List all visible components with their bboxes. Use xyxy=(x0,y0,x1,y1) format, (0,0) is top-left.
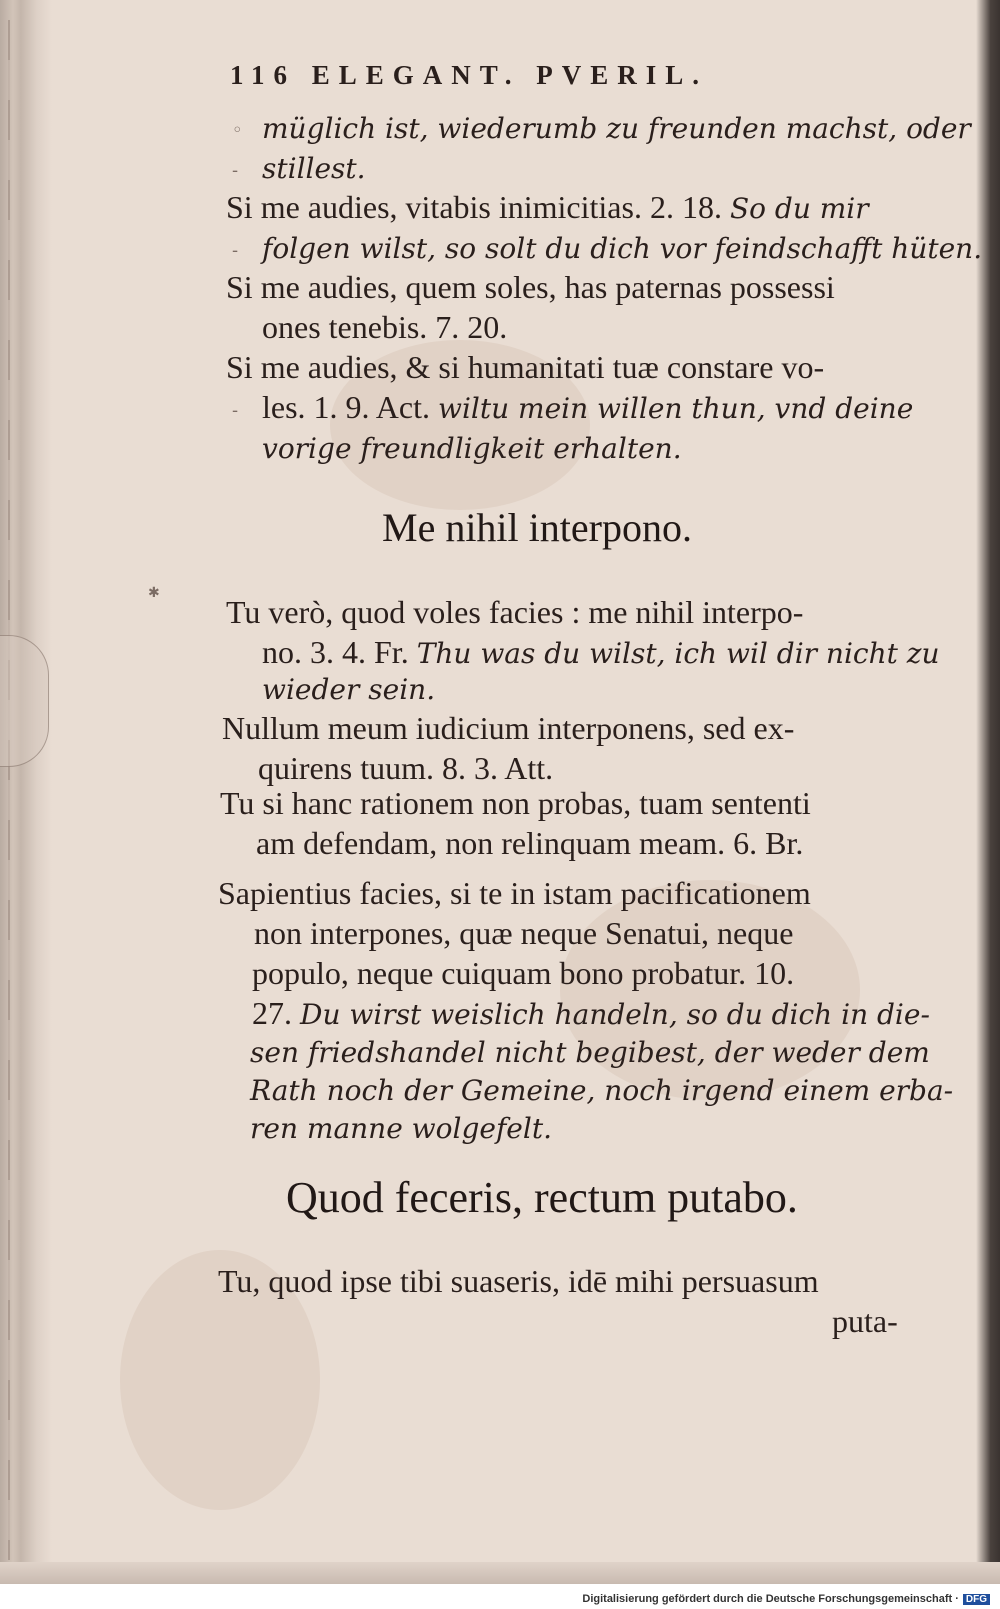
text-line xyxy=(250,1070,953,1110)
digitization-credit xyxy=(582,1593,990,1605)
latin-phrase: quirens tuum. 8. 3. Att. xyxy=(258,750,554,786)
latin-phrase: ones tenebis. 7. 20. xyxy=(262,309,508,345)
latin-phrase: Si me audies, & si humanitati tuæ constare vo- xyxy=(226,349,825,385)
latin-phrase: Si me audies, quem soles, has paternas possessi xyxy=(226,269,835,305)
german-gloss: müglich ist, wiederumb zu freunden machst, oder xyxy=(262,112,971,145)
latin-phrase: Tu, quod ipse tibi suaseris, idē mihi persuasum xyxy=(218,1263,819,1299)
text-line xyxy=(262,633,940,673)
text-line xyxy=(226,348,824,386)
dfg-logo: DFG xyxy=(963,1594,990,1605)
catchword xyxy=(832,1302,898,1340)
german-gloss: sen friedshandel nicht begibest, der weder dem xyxy=(250,1036,930,1069)
latin-phrase: Nullum meum iudicium interponens, sed ex- xyxy=(222,710,795,746)
text-line xyxy=(258,749,553,787)
text-line xyxy=(262,428,682,468)
german-gloss: wieder sein. xyxy=(262,673,436,706)
german-gloss: Du wirst weislich handeln, so du dich in die- xyxy=(300,998,930,1031)
margin-mark: - xyxy=(232,240,239,261)
latin-phrase: puta- xyxy=(832,1303,898,1339)
latin-phrase: Sapientius facies, si te in istam pacificationem xyxy=(218,875,811,911)
text-line xyxy=(250,1108,552,1148)
german-gloss: folgen wilst, so solt du dich vor feindschafft hüten. xyxy=(262,232,983,265)
text-line xyxy=(226,593,803,631)
text-line xyxy=(262,669,435,709)
text-line xyxy=(256,824,803,862)
margin-mark: ◦ xyxy=(232,120,243,141)
text-line xyxy=(262,148,366,188)
text-line xyxy=(262,228,982,268)
latin-phrase: Si me audies, vitabis inimicitias. 2. 18. xyxy=(226,189,722,225)
latin-phrase: Tu si hanc rationem non probas, tuam sententi xyxy=(220,785,811,821)
text-line xyxy=(262,388,913,428)
text-line xyxy=(218,874,811,912)
text-line xyxy=(226,268,835,306)
text-line xyxy=(254,914,793,952)
book-fore-edge xyxy=(0,0,52,1584)
section-heading: Quod feceris, rectum putabo. xyxy=(286,1173,798,1222)
latin-phrase: populo, neque cuiquam bono probatur. 10. xyxy=(252,955,795,991)
page-bottom-edge xyxy=(0,1562,1000,1584)
latin-phrase: am defendam, non relinquam meam. 6. Br. xyxy=(256,825,804,861)
margin-mark: - xyxy=(232,160,239,181)
text-line xyxy=(262,108,971,148)
latin-phrase: 27. xyxy=(252,995,292,1031)
text-line xyxy=(226,188,869,228)
text-line xyxy=(250,1032,930,1072)
text-line xyxy=(252,954,794,992)
text-line xyxy=(262,308,507,346)
latin-phrase: no. 3. 4. Fr. xyxy=(262,634,409,670)
text-line xyxy=(222,709,794,747)
text-line xyxy=(252,994,930,1034)
credit-text: Digitalisierung gefördert durch die Deutsche Forschungsgemeinschaft · xyxy=(582,1593,959,1605)
page-tab-mark xyxy=(0,635,49,767)
german-gloss: stillest. xyxy=(262,152,366,185)
running-head: 116 ELEGANT. PVERIL. xyxy=(230,60,709,90)
latin-phrase: Tu verò, quod voles facies : me nihil interpo- xyxy=(226,594,804,630)
german-gloss: vorige freundligkeit erhalten. xyxy=(262,432,682,465)
german-gloss: ren manne wolgefelt. xyxy=(250,1112,552,1145)
margin-mark: ✱ xyxy=(148,585,160,601)
german-gloss: Rath noch der Gemeine, noch irgend einem erba- xyxy=(250,1074,954,1107)
latin-phrase: les. 1. 9. Act. xyxy=(262,389,430,425)
text-line xyxy=(220,784,811,822)
text-line xyxy=(218,1262,819,1300)
german-gloss: Thu was du wilst, ich wil dir nicht zu xyxy=(416,637,940,670)
german-gloss: So du mir xyxy=(729,192,869,225)
german-gloss: wiltu mein willen thun, vnd deine xyxy=(437,392,914,425)
margin-mark: - xyxy=(232,400,239,421)
section-heading: Me nihil interpono. xyxy=(382,505,692,550)
latin-phrase: non interpones, quæ neque Senatui, neque xyxy=(254,915,794,951)
